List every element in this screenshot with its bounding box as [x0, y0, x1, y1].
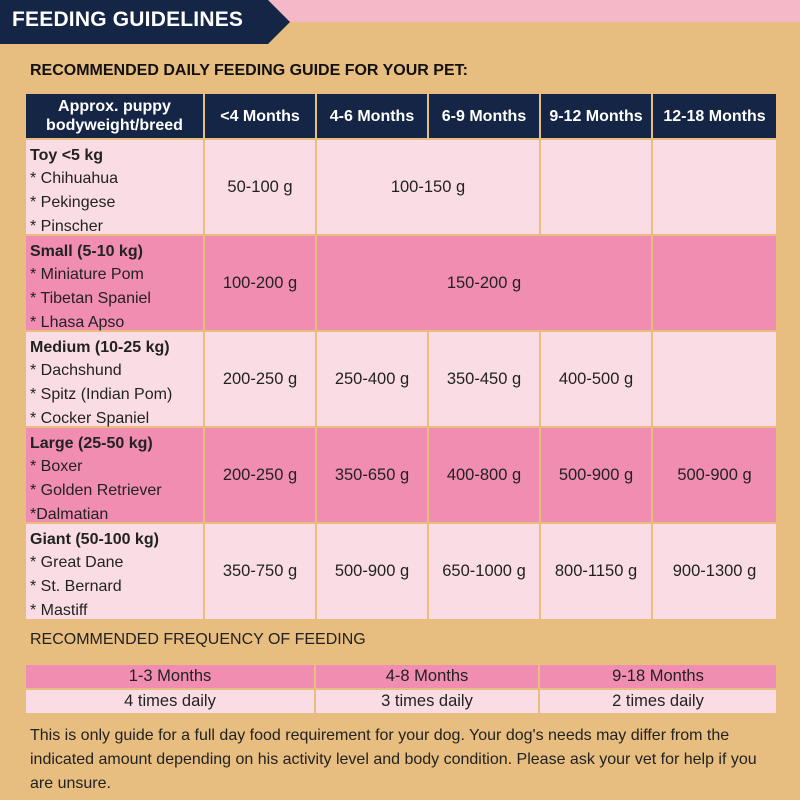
breed-cell-small — [26, 236, 203, 330]
breed-cell-giant — [26, 524, 203, 619]
breed-item: * Great Dane — [30, 554, 124, 571]
amount-cell: 100-200 g — [205, 236, 315, 330]
header-breed-line2: bodyweight/breed — [46, 117, 183, 134]
breed-item: * Cocker Spaniel — [30, 410, 150, 427]
amount-cell: 500-900 g — [653, 428, 776, 522]
header-breed-line1: Approx. puppy — [58, 98, 171, 115]
amount-cell: 250-400 g — [317, 332, 427, 426]
header-age-lt4: <4 Months — [205, 94, 315, 138]
breed-item: * Golden Retriever — [30, 482, 162, 499]
amount-cell: 650-1000 g — [429, 524, 539, 619]
breed-size-name: Small (5-10 kg) — [30, 243, 143, 260]
empty-cell — [653, 236, 776, 330]
amount-cell: 350-750 g — [205, 524, 315, 619]
page-title: FEEDING GUIDELINES — [12, 8, 244, 31]
breed-item: * Chihuahua — [30, 170, 119, 187]
frequency-age-cell: 9-18 Months — [540, 665, 776, 688]
breed-size-name: Toy <5 kg — [30, 147, 104, 164]
frequency-times-cell: 4 times daily — [26, 690, 314, 713]
frequency-times-cell: 3 times daily — [316, 690, 538, 713]
breed-size-name: Large (25-50 kg) — [30, 435, 153, 452]
breed-item: * Boxer — [30, 458, 83, 475]
amount-cell: 800-1150 g — [541, 524, 651, 619]
breed-item: * Spitz (Indian Pom) — [30, 386, 173, 403]
empty-cell — [541, 140, 651, 234]
amount-cell: 200-250 g — [205, 428, 315, 522]
feeding-frequency-table — [26, 665, 776, 713]
disclaimer-note: This is only guide for a full day food requirement for your dog. Your dog's needs may differ from the indicated amount depending on his activity level and body condition. Please ask your vet for help if you are unsure. — [30, 727, 757, 792]
breed-item: * Mastiff — [30, 602, 88, 619]
amount-cell: 350-650 g — [317, 428, 427, 522]
breed-cell-medium — [26, 332, 203, 426]
empty-cell — [653, 332, 776, 426]
breed-item: * Tibetan Spaniel — [30, 290, 151, 307]
header-breed-cell — [26, 94, 203, 138]
header-age-9-12: 9-12 Months — [541, 94, 651, 138]
breed-size-name: Giant (50-100 kg) — [30, 531, 159, 548]
amount-cell: 400-800 g — [429, 428, 539, 522]
breed-item: * Pekingese — [30, 194, 116, 211]
amount-cell: 150-200 g — [317, 236, 651, 330]
amount-cell: 500-900 g — [317, 524, 427, 619]
breed-item: * Miniature Pom — [30, 266, 144, 283]
header-age-4-6: 4-6 Months — [317, 94, 427, 138]
amount-cell: 200-250 g — [205, 332, 315, 426]
frequency-age-cell: 1-3 Months — [26, 665, 314, 688]
header-age-6-9: 6-9 Months — [429, 94, 539, 138]
feeding-guide-table — [26, 94, 776, 619]
breed-cell-toy — [26, 140, 203, 234]
header-age-12-18: 12-18 Months — [653, 94, 776, 138]
breed-size-name: Medium (10-25 kg) — [30, 339, 170, 356]
amount-cell: 50-100 g — [205, 140, 315, 234]
feeding-guide-subtitle: RECOMMENDED DAILY FEEDING GUIDE FOR YOUR PET: — [30, 62, 468, 79]
amount-cell: 350-450 g — [429, 332, 539, 426]
breed-item: * St. Bernard — [30, 578, 122, 595]
breed-item: *Dalmatian — [30, 506, 109, 523]
amount-cell: 500-900 g — [541, 428, 651, 522]
frequency-times-cell: 2 times daily — [540, 690, 776, 713]
empty-cell — [653, 140, 776, 234]
amount-cell: 100-150 g — [317, 140, 539, 234]
breed-item: * Lhasa Apso — [30, 314, 125, 331]
breed-item: * Dachshund — [30, 362, 122, 379]
amount-cell: 400-500 g — [541, 332, 651, 426]
breed-cell-large — [26, 428, 203, 522]
frequency-title: RECOMMENDED FREQUENCY OF FEEDING — [30, 631, 366, 648]
frequency-age-cell: 4-8 Months — [316, 665, 538, 688]
breed-item: * Pinscher — [30, 218, 103, 235]
amount-cell: 900-1300 g — [653, 524, 776, 619]
